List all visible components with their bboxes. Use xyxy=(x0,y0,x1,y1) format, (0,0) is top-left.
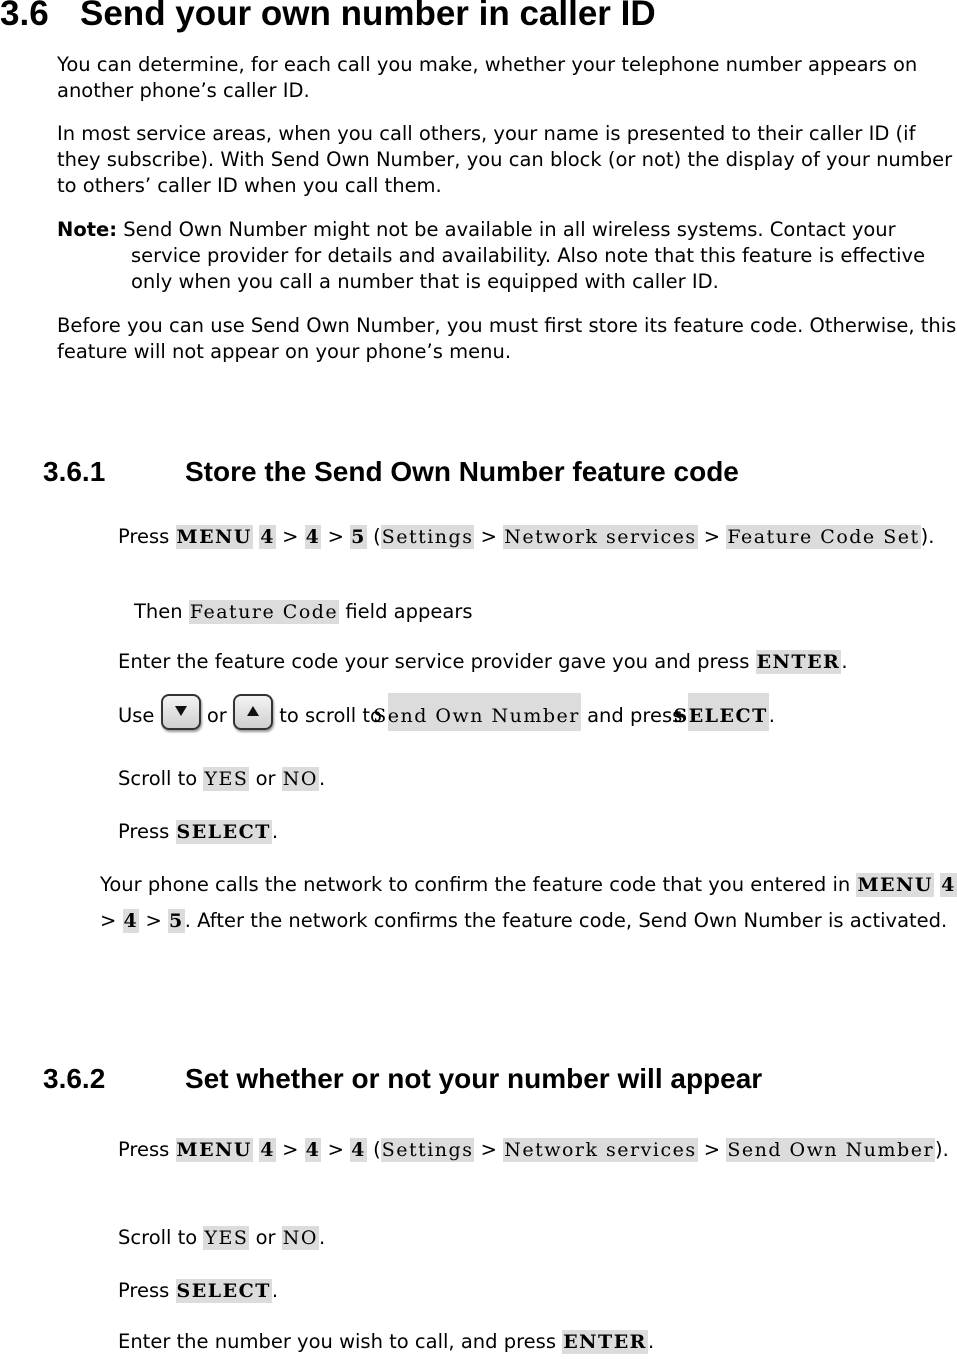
key-4: 4 xyxy=(260,526,275,548)
subsection-number: 3.6.2 xyxy=(43,1063,106,1094)
note-text: Send Own Number might not be available in all wireless systems. Contact your service provider for details and availability. Also note that this feature is effective only when you call a number that is equipped with caller ID. xyxy=(123,218,926,293)
step-text: Press xyxy=(118,1279,170,1302)
period: . xyxy=(647,1330,655,1353)
separator: > xyxy=(282,1138,299,1161)
key-4: 4 xyxy=(305,526,321,548)
key-4: 4 xyxy=(305,1139,321,1161)
menu-network-services: Network services xyxy=(504,526,697,548)
step-text: field appears xyxy=(345,600,473,623)
step-open-feature-code xyxy=(118,520,957,554)
step-text: or xyxy=(255,767,276,790)
intro-paragraph: You can determine, for each call you make, whether your telephone number appears on another phone’s caller ID. xyxy=(57,53,918,102)
step-text: or xyxy=(255,1226,276,1249)
subsection-title: Set whether or not your number will appear xyxy=(185,1063,763,1094)
menu-settings: Settings xyxy=(381,526,474,548)
then-line xyxy=(134,595,473,629)
separator: > xyxy=(327,1138,344,1161)
separator: > xyxy=(703,525,721,548)
paren: ). xyxy=(920,525,935,548)
key-5: 5 xyxy=(169,910,184,932)
paren: ( xyxy=(373,525,381,548)
section-heading xyxy=(0,0,656,34)
step-text: Press xyxy=(118,820,170,843)
enter-key: ENTER xyxy=(756,651,841,673)
caller-id-paragraph: In most service areas, when you call others, your name is presented to their caller ID (if they subscribe). With Send Own Number, you can block (or not) the display of your number to others’ caller ID when you call them. xyxy=(57,122,953,197)
step-text: Scroll to xyxy=(118,1226,198,1249)
select-key: SELECT xyxy=(688,693,768,731)
separator: > xyxy=(282,525,299,548)
period: . xyxy=(841,650,848,673)
menu-send-own-number: Send Own Number xyxy=(388,693,581,731)
option-no: NO xyxy=(282,1227,318,1249)
step-scroll-yes-no xyxy=(118,762,957,796)
step-scroll-yes-no xyxy=(118,1221,957,1255)
step-text: Use xyxy=(118,704,155,727)
step-text: Enter the feature code your service provider gave you and press xyxy=(118,650,750,673)
menu-settings: Settings xyxy=(381,1139,474,1161)
menu-feature-code-set: Feature Code Set xyxy=(727,526,920,548)
step-enter-code xyxy=(118,645,957,679)
menu-send-own-number: Send Own Number xyxy=(727,1139,935,1161)
paren: ( xyxy=(373,1138,381,1161)
separator: > xyxy=(145,909,162,932)
menu-key: MENU xyxy=(857,874,933,896)
paren: ). xyxy=(935,1138,949,1161)
key-5: 5 xyxy=(351,526,366,548)
step-text: Scroll to xyxy=(118,767,198,790)
feature-code-field: Feature Code xyxy=(189,601,339,623)
step-text: and press xyxy=(587,704,683,727)
down-arrow-key-icon xyxy=(161,694,201,730)
section-title: Send your own number in caller ID xyxy=(80,0,656,33)
section-number: 3.6 xyxy=(0,0,49,33)
option-no: NO xyxy=(282,768,318,790)
select-key: SELECT xyxy=(176,1280,271,1302)
step-press-select xyxy=(118,815,957,849)
subsection-number: 3.6.1 xyxy=(43,456,106,487)
period: . xyxy=(768,704,775,727)
period: . xyxy=(271,1279,279,1302)
separator: > xyxy=(480,525,498,548)
up-arrow-key-icon xyxy=(233,694,273,730)
step-press-select xyxy=(118,1274,957,1308)
key-4: 4 xyxy=(351,1139,366,1161)
step-text: Enter the number you wish to call, and press xyxy=(118,1330,556,1353)
option-yes: YES xyxy=(204,1227,249,1249)
step-text: to scroll to xyxy=(279,704,382,727)
period: . xyxy=(318,1226,326,1249)
step-text: Then xyxy=(134,600,183,623)
step-text: Press xyxy=(118,1138,170,1161)
step-open-send-own-number xyxy=(118,1131,957,1169)
separator: > xyxy=(480,1138,498,1161)
step-text: Press xyxy=(118,525,170,548)
separator: > xyxy=(327,525,344,548)
step-scroll-select xyxy=(118,693,957,735)
period: . xyxy=(318,767,326,790)
option-yes: YES xyxy=(204,768,249,790)
step-text: . After the network confirms the feature code, Send Own Number is activated. xyxy=(184,909,948,932)
subsection-heading-362 xyxy=(43,1063,943,1097)
step-text: or xyxy=(206,704,227,727)
step-text: Your phone calls the network to confirm the feature code that you entered in xyxy=(100,873,851,896)
enter-key: ENTER xyxy=(563,1331,647,1353)
key-4: 4 xyxy=(123,910,139,932)
note-paragraph xyxy=(57,217,957,295)
key-4: 4 xyxy=(941,874,956,896)
subsection-title: Store the Send Own Number feature code xyxy=(185,456,739,487)
result-paragraph xyxy=(100,867,957,939)
separator: > xyxy=(100,909,117,932)
menu-key: MENU xyxy=(176,526,252,548)
select-key: SELECT xyxy=(176,821,271,843)
period: . xyxy=(271,820,279,843)
menu-key: MENU xyxy=(176,1139,252,1161)
key-4: 4 xyxy=(260,1139,275,1161)
note-label: Note: xyxy=(57,218,118,241)
separator: > xyxy=(703,1138,721,1161)
before-paragraph: Before you can use Send Own Number, you must first store its feature code. Otherwise, this feature will not appear on your phone’s menu. xyxy=(57,314,957,363)
menu-network-services: Network services xyxy=(504,1139,697,1161)
subsection-heading-361 xyxy=(43,456,943,490)
